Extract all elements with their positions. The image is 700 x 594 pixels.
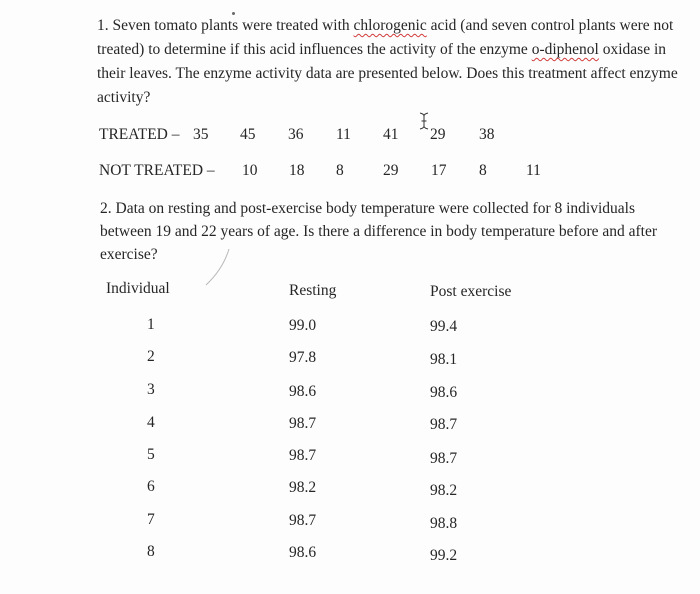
table-cell-post-exercise: 98.1 <box>430 351 458 368</box>
not-treated-value: 8 <box>336 162 344 179</box>
column-header-individual: Individual <box>106 280 170 297</box>
pencil-mark <box>203 247 233 287</box>
not-treated-value: 17 <box>431 162 447 179</box>
table-cell-individual: 4 <box>147 414 155 431</box>
question-1-part-2: acid (and seven control plants were not treated) to determine if this acid influences the activity of the enzyme <box>97 17 674 58</box>
table-cell-resting: 98.2 <box>289 479 317 496</box>
treated-label: TREATED – <box>99 126 180 143</box>
column-header-post-exercise: Post exercise <box>430 283 512 300</box>
table-cell-individual: 7 <box>147 511 155 528</box>
question-1-text <box>97 14 687 110</box>
table-cell-post-exercise: 98.8 <box>430 515 458 532</box>
table-cell-post-exercise: 98.7 <box>430 416 458 433</box>
table-cell-post-exercise: 99.4 <box>430 318 458 335</box>
table-cell-individual: 5 <box>147 446 155 463</box>
table-cell-post-exercise: 98.6 <box>430 384 458 401</box>
table-cell-resting: 98.7 <box>289 512 317 529</box>
not-treated-value: 29 <box>383 162 399 179</box>
treated-value: 29 <box>430 126 446 143</box>
treated-value: 45 <box>240 126 256 143</box>
table-cell-post-exercise: 98.7 <box>430 450 458 467</box>
table-cell-resting: 98.7 <box>289 447 317 464</box>
treated-value: 35 <box>193 126 209 143</box>
table-cell-individual: 8 <box>147 543 155 560</box>
table-cell-resting: 99.0 <box>289 317 317 334</box>
spellcheck-word-chlorogenic[interactable]: chlorogenic <box>353 17 427 34</box>
table-cell-individual: 3 <box>147 381 155 398</box>
spellcheck-word-diphenol[interactable]: o-diphenol <box>531 41 599 58</box>
table-cell-individual: 2 <box>147 348 155 365</box>
not-treated-label: NOT TREATED – <box>99 162 215 179</box>
not-treated-value: 10 <box>242 162 258 179</box>
treated-value: 11 <box>336 126 351 143</box>
table-cell-post-exercise: 99.2 <box>430 547 458 564</box>
table-cell-individual: 6 <box>147 478 155 495</box>
not-treated-value: 18 <box>289 162 305 179</box>
question-1-part-3: oxidase in their leaves. The enzyme activity data are presented below. Does this treatment affect enzyme activity? <box>97 41 678 106</box>
table-cell-individual: 1 <box>147 316 155 333</box>
not-treated-value: 8 <box>479 162 487 179</box>
table-cell-resting: 98.6 <box>289 544 317 561</box>
table-cell-resting: 97.8 <box>289 349 317 366</box>
table-cell-post-exercise: 98.2 <box>430 482 458 499</box>
question-1-part-1: 1. Seven tomato plants were treated with <box>97 17 354 34</box>
text-cursor-icon <box>419 112 429 130</box>
treated-value: 36 <box>288 126 304 143</box>
not-treated-value: 11 <box>526 162 541 179</box>
table-cell-resting: 98.6 <box>289 383 317 400</box>
treated-value: 41 <box>383 126 399 143</box>
question-2-text: 2. Data on resting and post-exercise body temperature were collected for 8 individuals between 19 and 22 years of age. Is there a difference in body temperature before and after exercise? <box>100 200 658 263</box>
column-header-resting: Resting <box>289 282 337 299</box>
table-cell-resting: 98.7 <box>289 415 317 432</box>
treated-value: 38 <box>479 126 495 143</box>
